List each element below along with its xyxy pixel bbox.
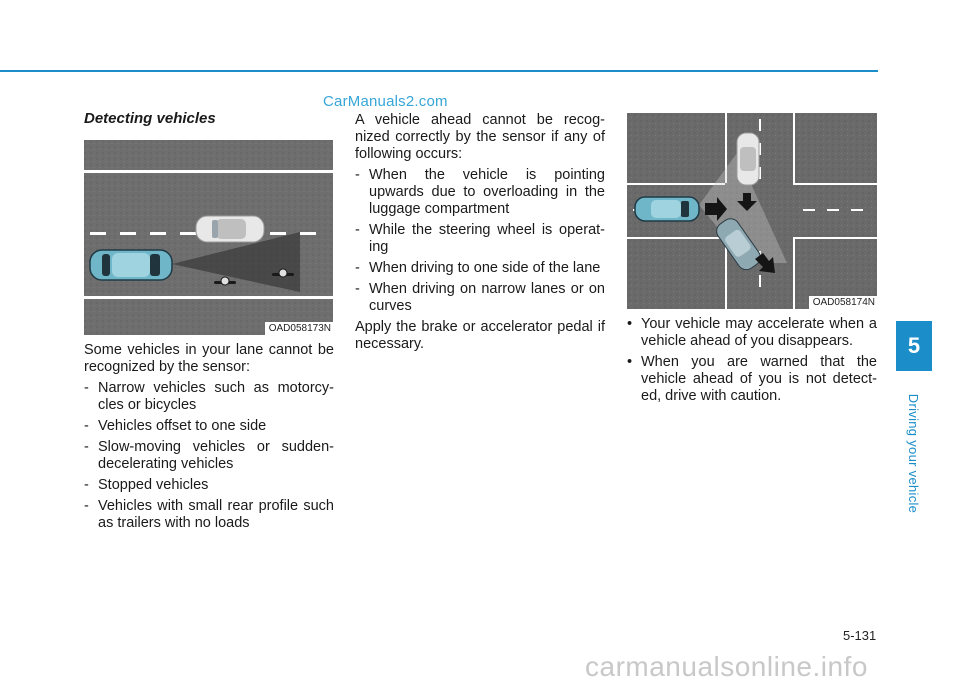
chapter-title: Driving your vehicle [906,393,922,513]
figure-code: OAD058173N [265,322,333,335]
col1-intro: Some vehicles in your lane cannot be recognized by the sensor: [84,342,334,375]
list-item: - When driving to one side of the lane [355,260,601,276]
col3-list [627,316,877,405]
column-1 [84,342,334,536]
figure-intersection [627,113,877,309]
list-item: - When driving on narrow lanes or on curves [355,281,605,314]
col2-outro: Apply the brake or accelerator pedal if necessary. [355,319,605,352]
figure-detecting-vehicles [84,140,333,335]
road-illustration [84,140,333,335]
watermark-bottom: carmanualsonline.info [585,651,868,682]
list-item: • Your vehicle may accelerate when a vehicle ahead of you disappears. [627,316,877,349]
page-number: 5-131 [843,628,877,643]
list-item: - Stopped vehicles [84,477,209,493]
chapter-title-tab [898,388,930,518]
white-car [196,216,264,242]
col2-list [355,167,605,315]
column-2 [355,112,605,357]
section-title: Detecting vehicles [84,110,216,127]
own-car [635,197,699,221]
column-3 [627,316,877,409]
watermark-top: CarManuals2.com [323,93,448,110]
intersection-illustration [627,113,877,309]
list-item: - Vehicles with small rear profile such as trailers with no loads [84,498,334,531]
list-item: • When you are warned that the vehicle ahead of you is not detect- ed, drive with caution. [627,354,877,404]
list-item: - When the vehicle is pointing upwards due to overloading in the luggage compartment [355,167,605,217]
col1-list [84,380,334,532]
chapter-number: 5 [896,321,932,371]
white-car [737,133,759,185]
list-item: - While the steering wheel is operat- ing [355,222,605,255]
col2-intro: A vehicle ahead cannot be recog- nized correctly by the sensor if any of following occurs: [355,112,605,162]
list-item: - Narrow vehicles such as motorcy- cles or bicycles [84,380,334,413]
list-item: - Vehicles offset to one side [84,418,267,434]
own-car [90,250,172,280]
header-rule [0,70,878,72]
figure-code: OAD058174N [809,296,877,309]
list-item: - Slow-moving vehicles or sudden- decelerating vehicles [84,439,334,472]
